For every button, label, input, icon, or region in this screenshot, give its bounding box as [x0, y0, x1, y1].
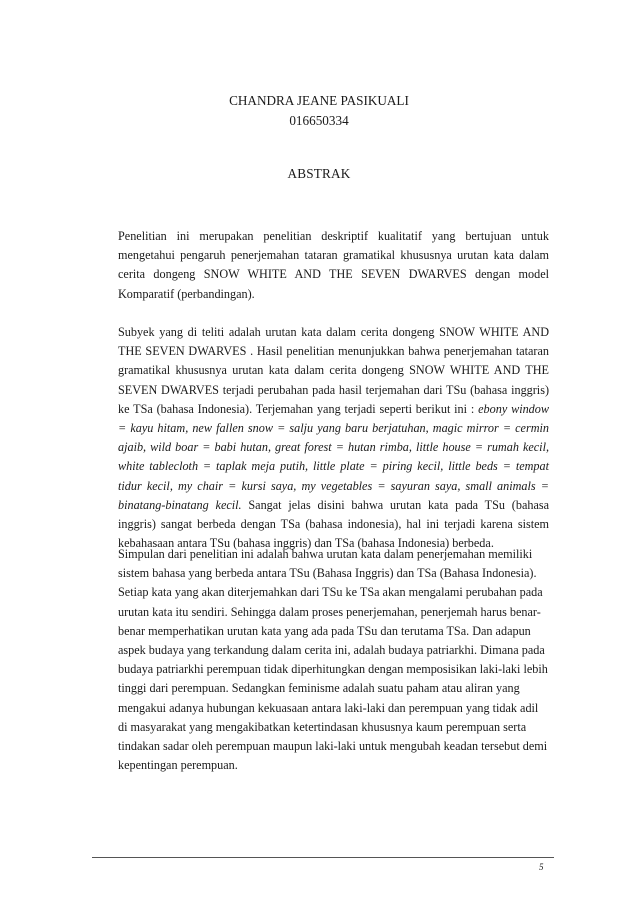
abstract-title: ABSTRAK: [287, 166, 351, 181]
paragraph-text: Penelitian ini merupakan penelitian deskriptif kualitatif yang bertujuan untuk mengetahui pengaruh penerjemahan tataran gramatikal khususnya urutan kata dalam cerita dongeng SNOW WHITE AND THE SEVEN DWARVES dengan model Komparatif (perbandingan).: [118, 229, 549, 301]
student-id: 016650334: [289, 113, 349, 128]
author-header: [0, 91, 638, 131]
abstract-paragraph-2: [118, 323, 549, 553]
page-number: 5: [539, 862, 544, 872]
footer-divider: [92, 857, 554, 858]
paragraph-outro: Sangat jelas disini bahwa urutan kata pada TSu (bahasa inggris) sangat berbeda dengan TSa (bahasa indonesia), hal ini terjadi karena sistem kebahasaan antara TSu (bahasa inggris) dan TSa (bahasa Indonesia) berbeda.: [118, 497, 550, 551]
paragraph-intro: Subyek yang di teliti adalah urutan kata dalam cerita dongeng SNOW WHITE AND THE SEVEN DWARVES . Hasil penelitian menunjukkan bahwa penerjemahan tataran gramatikal khususnya urutan kata dalam cerita dongeng SNOW WHITE AND THE SEVEN DWARVES terjadi perubahan pada hasil terjemahan dari TSu (bahasa inggris) ke TSa (bahasa Indonesia). Terjemahan yang terjadi seperti berikut ini :: [118, 325, 549, 416]
paragraph-text: Simpulan dari penelitian ini adalah bahwa urutan kata dalam penerjemahan memiliki sistem bahasa yang berbeda antara TSu (Bahasa Inggris) dan TSa (Bahasa Indonesia). Setiap kata yang akan diterjemahkan dari TSu ke TSa akan mengalami perubahan pada urutan kata itu sendiri. Sehingga dalam proses penerjemahan, penerjemah harus benar-benar memperhatikan urutan kata yang ada pada TSu dan terutama TSa. Dan adapun aspek budaya yang terkandung dalam cerita ini, adalah budaya patriarkhi. Dimana pada budaya patriarkhi perempuan tidak diperhitungkan dengan memposisikan laki-laki lebih tinggi dari perempuan. Sedangkan feminisme adalah suatu paham atau aliran yang mengakui adanya hubungan kekuasaan antara laki-laki dan perempuan yang tidak adil di masyarakat yang mengakibatkan ketertindasan khususnya kaum perempuan serta tindakan sadar oleh perempuan maupun laki-laki untuk mengubah keadan tersebut demi kepentingan perempuan.: [118, 547, 548, 773]
abstract-paragraph-3: [118, 545, 549, 775]
paragraph-text: [118, 323, 549, 553]
translation-examples: ebony window = kayu hitam, new fallen snow = salju yang baru berjatuhan, magic mirror = cermin ajaib, wild boar = babi hutan, great forest = hutan rimba, little house = rumah kecil, white tablecloth = taplak meja putih, little plate = piring kecil, little beds = tempat tidur kecil, my chair = kursi saya, my vegetables = sayuran saya, small animals = binatang-binatang kecil.: [118, 401, 549, 512]
abstract-paragraph-1: [118, 227, 549, 304]
author-name: CHANDRA JEANE PASIKUALI: [229, 93, 409, 108]
